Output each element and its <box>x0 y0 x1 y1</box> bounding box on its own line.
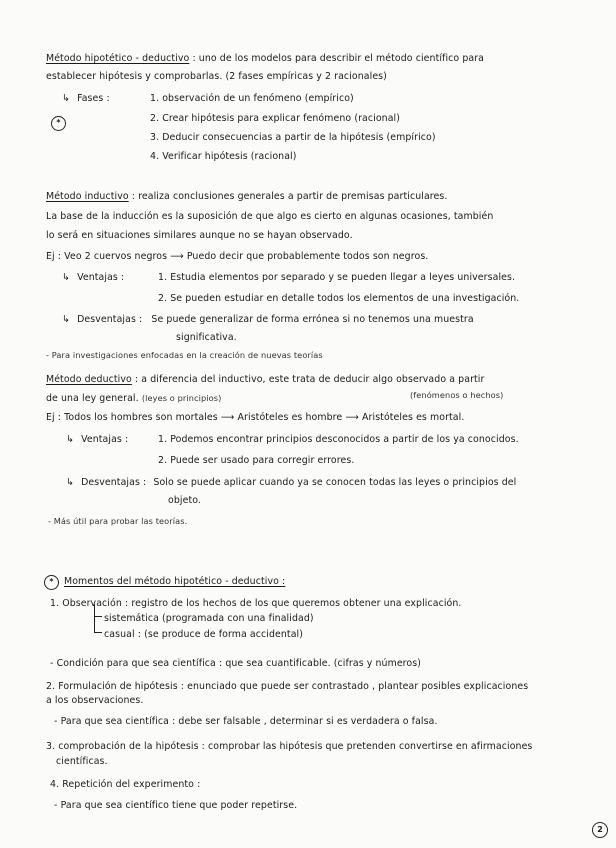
deductivo-ej <box>46 411 464 424</box>
fase-4: 4. Verificar hipótesis (racional) <box>150 151 297 162</box>
observacion-sub2: casual : (se produce de forma accidental) <box>104 629 303 640</box>
formulacion-2: a los observaciones. <box>46 695 144 706</box>
inductivo-desventajas-line <box>62 313 474 326</box>
deductivo-ej-a: Todos los hombres son mortales <box>64 412 218 423</box>
hipotetico-intro1: : uno de los modelos para describir el método científico para <box>192 53 485 64</box>
deductivo-ventajas-line <box>66 433 128 446</box>
condicion-line: - Condición para que sea científica : que sea cuantificable. (cifras y números) <box>50 658 422 669</box>
inductivo-p2: lo será en situaciones similares aunque no se hayan observado. <box>46 230 353 241</box>
right-arrow-icon: ↳ <box>62 272 70 283</box>
deductivo-title-line <box>46 373 484 386</box>
deductivo-note: - Más útil para probar las teorías. <box>48 516 188 526</box>
right-arrow-icon: ↳ <box>66 477 74 488</box>
fase-2: 2. Crear hipótesis para explicar fenómeno (racional) <box>150 113 401 124</box>
fases-line <box>62 92 110 105</box>
fases-label: Fases : <box>77 93 110 104</box>
momentos-title <box>64 575 285 588</box>
inductivo-ventajas-line <box>62 271 124 284</box>
branch-line-icon <box>94 616 102 633</box>
inductivo-p1: La base de la inducción es la suposición de que algo es cierto en algunas ocasiones, también <box>46 211 494 222</box>
observacion-line <box>50 597 462 610</box>
deductivo-ventaja-1: 1. Podemos encontrar principios desconocidos a partir de los ya conocidos. <box>158 434 519 445</box>
deductivo-ej-label: Ej : <box>46 412 62 423</box>
inductivo-note: - Para investigaciones enfocadas en la creación de nuevas teorías <box>46 350 323 360</box>
inductivo-ej <box>46 250 428 263</box>
deductivo-ej-c: Aristóteles es mortal. <box>362 412 465 423</box>
deductivo-desventajas-1: Solo se puede aplicar cuando ya se conocen todas las leyes o principios del <box>153 477 517 488</box>
inductivo-ej-b: Puedo decir que probablemente todos son negros. <box>186 251 429 262</box>
hipotetico-intro2: establecer hipótesis y comprobarlas. (2 fases empíricas y 2 racionales) <box>46 71 387 82</box>
long-arrow-icon: ⟶ <box>220 412 235 423</box>
deductivo-fenomenos: (fenómenos o hechos) <box>410 390 504 400</box>
deductivo-ej-b: Aristóteles es hombre <box>237 412 343 423</box>
observacion-sub1: sistemática (programada con una finalidad) <box>104 613 314 624</box>
deductivo-desventajas-label: Desventajas : <box>81 477 147 488</box>
observacion-def: registro de los hechos de los que queremos obtener una explicación. <box>131 598 462 609</box>
repeticion-line: 4. Repetición del experimento : <box>50 779 201 790</box>
inductivo-desventajas-2: significativa. <box>176 332 237 343</box>
inductivo-def: : realiza conclusiones generales a partir de premisas particulares. <box>131 191 448 202</box>
deductivo-ventaja-2: 2. Puede ser usado para corregir errores. <box>158 455 355 466</box>
inductivo-title-line <box>46 190 448 203</box>
inductivo-desventajas-1: Se puede generalizar de forma errónea si no tenemos una muestra <box>151 314 474 325</box>
long-arrow-icon: ⟶ <box>345 412 359 423</box>
hipotetico-title-line <box>46 52 484 65</box>
inductivo-desventajas-label: Desventajas : <box>77 314 143 325</box>
page-number: 2 <box>592 822 608 838</box>
deductivo-def2-line <box>46 392 221 405</box>
inductivo-ventajas-label: Ventajas : <box>77 272 125 283</box>
comprobacion-1: 3. comprobación de la hipótesis : comprobar las hipótesis que pretenden convertirse en afirmaciones <box>46 741 533 752</box>
inductivo-ventaja-2: 2. Se pueden estudiar en detalle todos los elementos de una investigación. <box>158 293 520 304</box>
observacion-label: 1. Observación : <box>50 598 129 609</box>
fase-1: 1. observación de un fenómeno (empírico) <box>150 93 354 104</box>
inductivo-ej-label: Ej : <box>46 251 62 262</box>
deductivo-desventajas-2: objeto. <box>168 495 201 506</box>
deductivo-title: Método deductivo <box>46 374 132 385</box>
deductivo-ventajas-label: Ventajas : <box>81 434 129 445</box>
deductivo-desventajas-line <box>66 476 516 489</box>
deductivo-leyes: (leyes o principios) <box>141 393 222 403</box>
right-arrow-icon: ↳ <box>62 93 70 104</box>
comprobacion-2: científicas. <box>56 756 108 767</box>
repeticion-note: - Para que sea científico tiene que poder repetirse. <box>54 800 298 811</box>
deductivo-def: : a diferencia del inductivo, este trata de deducir algo observado a partir <box>134 374 485 385</box>
formulacion-note: - Para que sea científica : debe ser falsable , determinar si es verdadera o falsa. <box>54 716 438 727</box>
inductivo-ej-a: Veo 2 cuervos negros <box>64 251 168 262</box>
right-arrow-icon: ↳ <box>62 314 70 325</box>
deductivo-def2: de una ley general. <box>46 393 139 404</box>
momentos-title-text: Momentos del método hipotético - deductivo : <box>64 576 286 587</box>
long-arrow-icon: ⟶ <box>170 251 184 262</box>
inductivo-title: Método inductivo <box>46 191 129 202</box>
fase-3: 3. Deducir consecuencias a partir de la hipótesis (empírico) <box>150 132 436 143</box>
right-arrow-icon: ↳ <box>66 434 74 445</box>
asterisk-circle-icon: * <box>51 116 66 131</box>
formulacion-1: 2. Formulación de hipótesis : enunciado que puede ser contrastado , plantear posibles explicaciones <box>46 681 529 692</box>
hipotetico-title: Método hipotético - deductivo <box>46 53 190 64</box>
inductivo-ventaja-1: 1. Estudia elementos por separado y se pueden llegar a leyes universales. <box>158 272 516 283</box>
asterisk-circle-icon: * <box>44 575 59 590</box>
